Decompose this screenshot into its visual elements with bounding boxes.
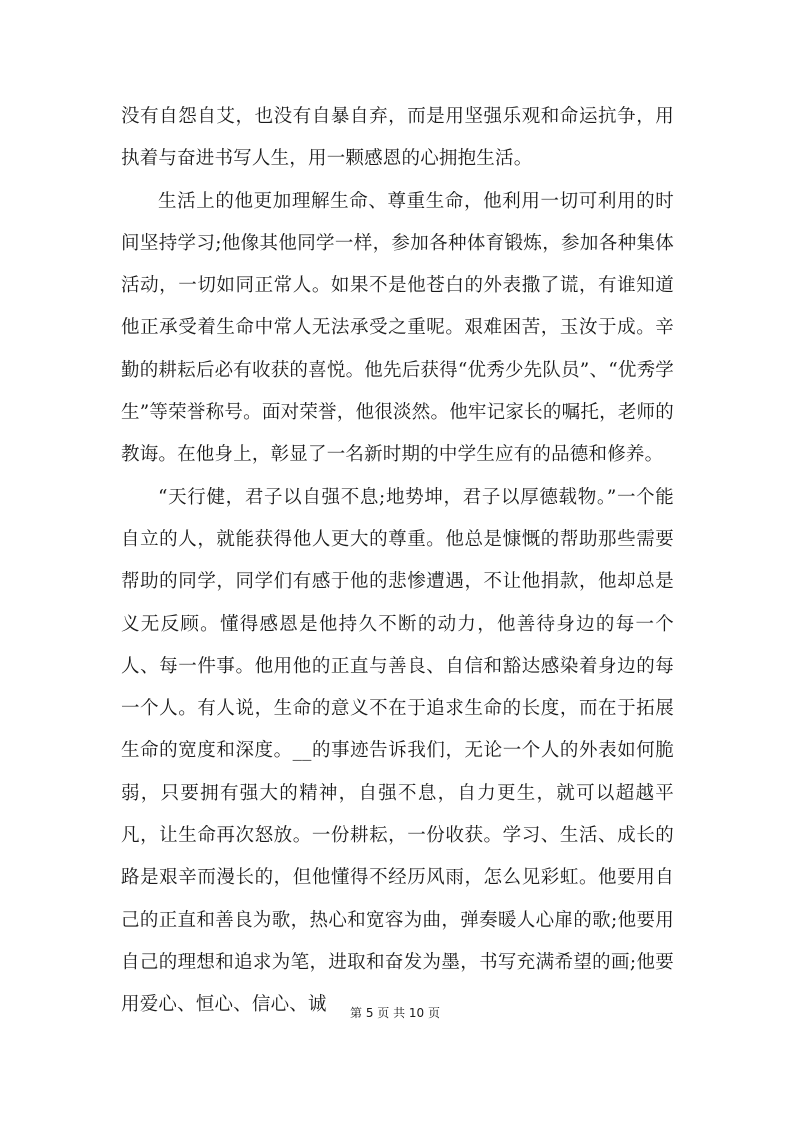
paragraph-3: “天行健，君子以自强不息;地势坤，君子以厚德载物。”一个能自立的人，就能获得他人更大的尊重。他总是慷慨的帮助那些需要帮助的同学，同学们有感于他的悲惨遭遇，不让他捐款，他却总是义无反顾。懂得感恩是他持久不断的动力，他善待身边的每一个人、每一件事。他用他的正直与善良、自信和豁达感染着身边的每一个人。有人说，生命的意义不在于追求生命的长度，而在于拓展生命的宽度和深度。__的事迹告诉我们，无论一个人的外表如何脆弱，只要拥有强大的精神，自强不息，自力更生，就可以超越平凡，让生命再次怒放。一份耕耘，一份收获。学习、生活、成长的路是艰辛而漫长的，但他懂得不经历风雨，怎么见彩虹。他要用自己的正直和善良为歌，热心和宽容为曲，弹奏暖人心扉的歌;他要用自己的理想和追求为笔，进取和奋发为墨，书写充满希望的画;他要用爱心、恒心、信心、诚 xyxy=(121,486,674,1016)
page-footer: 第 5 页 共 10 页 xyxy=(350,1006,440,1020)
paragraph-2: 生活上的他更加理解生命、尊重生命，他利用一切可利用的时间坚持学习;他像其他同学一样，参加各种体育锻炼，参加各种集体活动，一切如同正常人。如果不是他苍白的外表撒了谎，有谁知道他正承受着生命中常人无法承受之重呢。艰难困苦，玉汝于成。辛勤的耕耘后必有收获的喜悦。他先后获得“优秀少先队员”、“优秀学生”等荣誉称号。面对荣誉，他很淡然。他牢记家长的嘱托，老师的教诲。在他身上，彰显了一名新时期的中学生应有的品德和修养。 xyxy=(121,190,674,466)
paragraph-1: 没有自怨自艾，也没有自暴自弃，而是用坚强乐观和命运抗争，用执着与奋进书写人生，用一颗感恩的心拥抱生活。 xyxy=(121,106,674,170)
document-body xyxy=(121,96,674,1027)
